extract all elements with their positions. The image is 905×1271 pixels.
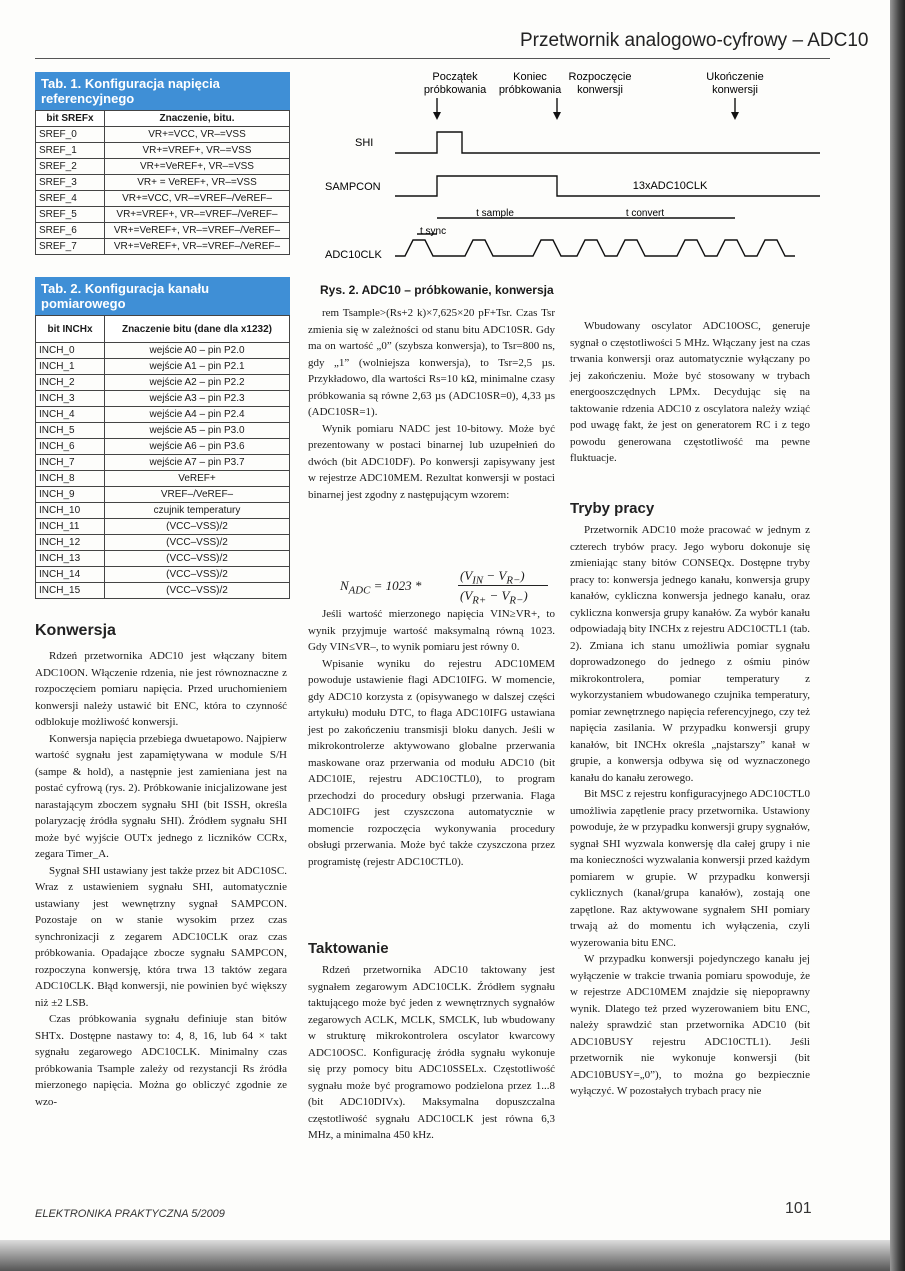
paragraph: Jeśli wartość mierzonego napięcia VIN≥VR+, to wynik przyjmuje wartość maksymalną równą 1023. Gdy VIN≤VR–, to wynik pomiaru jest równy 0. (308, 608, 555, 653)
signal-adc10clk: ADC10CLK (325, 249, 382, 261)
cell-meaning: wejście A4 – pin P2.4 (105, 407, 290, 423)
footer-page-number: 101 (785, 1200, 812, 1217)
cell-bit: INCH_2 (36, 375, 105, 391)
paragraph: rem Tsample>(Rs+2 k)×7,625×20 pF+Tsr. Czas Tsr zmienia się w zależności od stanu bitu ADC10SR. Gdy ma on wartość „0” (szybsza konwersja), to Tsr=800 ns, gdy „1” (wolniejsza konwersja), to Tsr=2,5 µs. Przykładowo, dla wartości Rs=10 kΩ, minimalne czasy próbkowania są równe 2,63 µs (ADC10SR=0), 4,33 µs (ADC10SR=1). (308, 307, 555, 418)
table-1-body (36, 127, 290, 255)
paragraph: Czas próbkowania sygnału definiuje stan bitów SHTx. Dostępne nastawy to: 4, 8, 16, lub 64 × takt sygnału zegarowego ADC10CLK. Minimalny czas próbkowania Tsample zależy od rezystancji Rs źródła mierzonego napięcia. Można go obliczyć zgodnie ze wzo- (35, 1013, 287, 1108)
cell-meaning: wejście A6 – pin P3.6 (105, 439, 290, 455)
paragraph: W przypadku konwersji pojedynczego kanału jej wyłączenie w trakcie trwania pomiaru spowoduje, że w rejestrze ADC10MEM znajdzie się niepoprawny wynik. Dlatego też przed wyzerowaniem bitu ENC, należy sprawdzić stan przetwornika ADC10 (bit ADC10BUSY rejestru ADC10CTL1). Jeśli przetwornik nie wykonuje konwersji (bit ADC10BUSY=„0”), to można go bezpiecznie wyłączyć. W pozostałych trybach pracy nie (570, 953, 810, 1097)
paragraph: Rdzeń przetwornika ADC10 jest włączany bitem ADC10ON. Włączenie rdzenia, nie jest równoznaczne z rozpoczęciem pomiaru napięcia. Przed uruchomieniem konwersji należy ustawić bit ENC, która to czynność odblokuje możliwość konwersji. (35, 650, 287, 728)
cell-bit: INCH_9 (36, 487, 105, 503)
cell-meaning: wejście A1 – pin P2.1 (105, 359, 290, 375)
cell-meaning: wejście A3 – pin P2.3 (105, 391, 290, 407)
cell-meaning: VREF–/VeREF– (105, 487, 290, 503)
table-1-header-meaning: Znaczenie, bitu. (105, 111, 290, 127)
column-3-text-a (570, 318, 810, 467)
table-2-header-meaning: Znaczenie bitu (dane dla x1232) (105, 316, 290, 343)
table-row (36, 455, 290, 471)
table-row (36, 239, 290, 255)
cell-bit: SREF_4 (36, 191, 105, 207)
cell-bit: INCH_12 (36, 535, 105, 551)
paragraph: Konwersja napięcia przebiega dwuetapowo. Najpierw wartość sygnału jest zapamiętywana w module S/H (sampe & hold), a następnie jest zamieniana jest na postać cyfrową (rys. 2). Próbkowanie inicjalizowane jest narastającym zboczem sygnału SHI (bit ISSH, określa polaryzację źródła sygnału SHI). Źródłem sygnału SHI może być wyjście OUTx jednego z liczników CCRx, zegara Timer_A. (35, 732, 287, 860)
table-row (36, 583, 290, 599)
cell-bit: SREF_2 (36, 159, 105, 175)
label-t-sync: t sync (420, 226, 447, 237)
heading-konwersja: Konwersja (35, 622, 116, 639)
cell-bit: INCH_6 (36, 439, 105, 455)
scan-spine-edge (890, 0, 905, 1271)
cell-meaning: (VCC–VSS)/2 (105, 583, 290, 599)
table-row (36, 487, 290, 503)
table-row (36, 535, 290, 551)
cell-bit: INCH_8 (36, 471, 105, 487)
table-1-header-bit: bit SREFx (36, 111, 105, 127)
cell-bit: SREF_7 (36, 239, 105, 255)
cell-bit: INCH_7 (36, 455, 105, 471)
cell-bit: SREF_3 (36, 175, 105, 191)
cell-meaning: VeREF+ (105, 471, 290, 487)
cell-bit: SREF_6 (36, 223, 105, 239)
cell-bit: SREF_5 (36, 207, 105, 223)
cell-bit: INCH_0 (36, 343, 105, 359)
table-2-header-bit: bit INCHx (36, 316, 105, 343)
table-row (36, 519, 290, 535)
cell-meaning: wejście A7 – pin P3.7 (105, 455, 290, 471)
cell-bit: INCH_11 (36, 519, 105, 535)
paragraph: Wynik pomiaru NADC jest 10-bitowy. Może być prezentowany w postaci binarnej lub uzupełnień do dwóch (bit ADC10DF). Po konwersji zapisywany jest w rejestrze ADC10MEM. Rezultat konwersji w postaci binarnej jest zgodny z następującym wzorem: (308, 422, 555, 501)
label-sampling-end: Koniec próbkowania (498, 71, 562, 96)
cell-meaning: VR+=VCC, VR–=VREF–/VeREF– (105, 191, 290, 207)
paragraph: Wbudowany oscylator ADC10OSC, generuje sygnał o częstotliwości 5 MHz. Włączany jest na czas trwania konwersji oraz automatycznie wyłączany po jej zakończeniu. Może być stosowany w trybach energooszczędnych LPMx. Decydując się na taktowanie rdzenia ADC10 z oscylatora należy wziąć pod uwagę fakt, że jest on generatorem RC i z tego powodu generowana częstotliwość ma pewne fluktuacje. (570, 320, 810, 464)
cell-meaning: VR+=VREF+, VR–=VSS (105, 143, 290, 159)
header-rule (35, 58, 830, 59)
signal-sampcon: SAMPCON (325, 181, 381, 193)
formula-nadc (340, 568, 560, 606)
table-row (36, 567, 290, 583)
table-row (36, 391, 290, 407)
cell-bit: SREF_0 (36, 127, 105, 143)
cell-bit: INCH_5 (36, 423, 105, 439)
column-2-text-c (308, 962, 555, 1144)
paragraph: Sygnał SHI ustawiany jest także przez bit ADC10SC. Wraz z ustawieniem sygnału SHI, automatycznie ustawiany jest wewnętrzny sygnał SAMPCON. Pozostaje on w stanie wysokim przez czas synchronizacji z zegarem ADC10CLK oraz czas próbkowania. Opadające zbocze sygnału SAMPCON, rozpoczyna konwersję, która trwa 13 taktów zegara ADC10CLK. Błąd konwersji, nie powinien być większy niż ±2 LSB. (35, 864, 287, 1009)
scan-bottom-edge (0, 1240, 890, 1271)
table-row (36, 359, 290, 375)
formula-denominator: $(V_{R+} - V_{R-})$ (460, 588, 528, 607)
cell-meaning: VR+=VCC, VR–=VSS (105, 127, 290, 143)
label-sampling-start: Początek próbkowania (423, 71, 487, 96)
table-row (36, 159, 290, 175)
figure-caption: Rys. 2. ADC10 – próbkowanie, konwersja (320, 283, 554, 297)
cell-meaning: (VCC–VSS)/2 (105, 535, 290, 551)
cell-meaning: (VCC–VSS)/2 (105, 551, 290, 567)
cell-meaning: czujnik temperatury (105, 503, 290, 519)
table-row (36, 407, 290, 423)
cell-meaning: wejście A2 – pin P2.2 (105, 375, 290, 391)
timing-diagram (325, 68, 830, 268)
table-2-body (36, 343, 290, 599)
table-2-title: Tab. 2. Konfiguracja kanału pomiarowego (35, 277, 290, 315)
page-header-title: Przetwornik analogowo-cyfrowy – ADC10 (520, 30, 869, 51)
paragraph: Rdzeń przetwornika ADC10 taktowany jest sygnałem zegarowym ADC10CLK. Źródłem sygnału taktującego może być jeden z wewnętrznych sygnałów zegarowych ACLK, MCLK, SMCLK, lub wbudowany w strukturę mikrokontrolera oscylator kwarcowy ADC10OSC. Konfigurację źródła sygnału wykonuje się przy pomocy bitu ADC10SSELx. Częstotliwość sygnału może być programowo podzielona przez 1...8 (bit ADC10DIVx). Maksymalna dopuszczalna częstotliwość sygnału ADC10CLK jest równa 6,3 MHz, a minimalna 450 kHz. (308, 964, 555, 1141)
cell-meaning: VR+=VeREF+, VR–=VSS (105, 159, 290, 175)
table-row (36, 343, 290, 359)
cell-meaning: VR+ = VeREF+, VR–=VSS (105, 175, 290, 191)
table-row (36, 423, 290, 439)
cell-bit: INCH_15 (36, 583, 105, 599)
table-row (36, 127, 290, 143)
paragraph: Przetwornik ADC10 może pracować w jednym z czterech trybów pracy. Jego wyboru dokonuje się zmieniając stany bitów CONSEQx. Dostępne tryby pracy to: konwersja jednego kanału, konwersja grupy kanałów, cykliczna konwersja jednego kanału, oraz cykliczna konwersja grupy kanałów. Za wybór kanału odpowiadają bity INCHx z rejestru ADC10CTL1 (tab. 2). Zmiana ich stanu umożliwia pomiar sygnału doprowadzonego do jednego z ośmiu pinów mikrokontrolera, pomiar temperatury z wykorzystaniem wbudowanego czujnika temperatury, pomiar zewnętrznego napięcia referencyjnego, czy też napięcia zasilania. W przypadku konwersji grupy kanałów, bit INCHx określa „najstarszy” kanał w grupie, a konwersja odbywa się od wyznaczonego kanału do kanału zerowego. (570, 524, 810, 784)
table-1 (35, 72, 290, 255)
paragraph: Bit MSC z rejestru konfiguracyjnego ADC10CTL0 umożliwia zapętlenie pracy przetwornika. Ustawiony powoduje, że w przypadku konwersji grupy sygnałów, sygnał SHI wyzwala konwersję dla całej grupy i nie ma konieczności wyzwalania konwersji przed każdym pomiarem w grupie. W przypadku konwersji cyklicznych (kanał/grupa kanałów), zostają one zapętlone. Raz aktywowane sygnałem SHI pomiary trwają aż do momentu ich wyłączenia, czyli wyzerowania bitu ENC. (570, 788, 811, 949)
paragraph: Wpisanie wyniku do rejestru ADC10MEM powoduje ustawienie flagi ADC10IFG. W momencie, gdy ADC10 korzysta z (opisywanego w dalszej części artykułu) modułu DTC, to flaga ADC10IFG ustawiana jest po zakończeniu transmisji bloku danych. Jeśli w mikrokontrolerze aktywowano globalne przerwania maskowane oraz przerwania od modułu ADC10 (bit ADC10IE, rejestru ADC10CTL0), to program przechodzi do procedury obsługi przerwania. Flaga ADC10IFG jest czyszczona automatycznie w momencie rozpoczęcia wykonywania procedury obsługi przerwania. Może być także czyszczona przez programistę (rejestr ADC10CTL0). (308, 657, 555, 868)
heading-tryby-pracy: Tryby pracy (570, 500, 655, 517)
cell-meaning: wejście A5 – pin P3.0 (105, 423, 290, 439)
table-row (36, 207, 290, 223)
signal-shi: SHI (355, 137, 374, 149)
table-1-title: Tab. 1. Konfiguracja napięcia referencyjnego (35, 72, 290, 110)
table-row (36, 191, 290, 207)
footer-magazine: ELEKTRONIKA PRAKTYCZNA 5/2009 (35, 1208, 225, 1220)
label-13-clocks: 13xADC10CLK (632, 180, 708, 192)
table-row (36, 175, 290, 191)
cell-bit: INCH_4 (36, 407, 105, 423)
column-2-text-b (308, 606, 555, 870)
cell-bit: INCH_13 (36, 551, 105, 567)
cell-bit: INCH_1 (36, 359, 105, 375)
cell-bit: SREF_1 (36, 143, 105, 159)
cell-meaning: (VCC–VSS)/2 (105, 519, 290, 535)
cell-meaning: VR+=VeREF+, VR–=VREF–/VeREF– (105, 239, 290, 255)
column-2-text-a (308, 305, 555, 503)
cell-meaning: VR+=VeREF+, VR–=VREF–/VeREF– (105, 223, 290, 239)
label-conversion-start: Rozpoczęcie konwersji (568, 71, 632, 96)
cell-bit: INCH_3 (36, 391, 105, 407)
table-row (36, 439, 290, 455)
table-row (36, 143, 290, 159)
label-t-sample: t sample (476, 208, 514, 219)
column-3-text-b (570, 522, 810, 1100)
cell-bit: INCH_14 (36, 567, 105, 583)
table-row (36, 503, 290, 519)
formula-lhs: $N_{ADC} = 1023$ * (340, 578, 422, 597)
table-2 (35, 277, 290, 599)
label-t-convert: t convert (625, 208, 665, 219)
heading-taktowanie: Taktowanie (308, 940, 389, 957)
table-row (36, 375, 290, 391)
cell-meaning: (VCC–VSS)/2 (105, 567, 290, 583)
cell-meaning: VR+=VREF+, VR–=VREF–/VeREF– (105, 207, 290, 223)
label-conversion-end: Ukończenie konwersji (706, 71, 764, 96)
table-row (36, 551, 290, 567)
formula-numerator: $(V_{IN} - V_{R-})$ (460, 568, 525, 587)
table-row (36, 471, 290, 487)
column-1-text (35, 648, 287, 1110)
cell-bit: INCH_10 (36, 503, 105, 519)
table-row (36, 223, 290, 239)
cell-meaning: wejście A0 – pin P2.0 (105, 343, 290, 359)
